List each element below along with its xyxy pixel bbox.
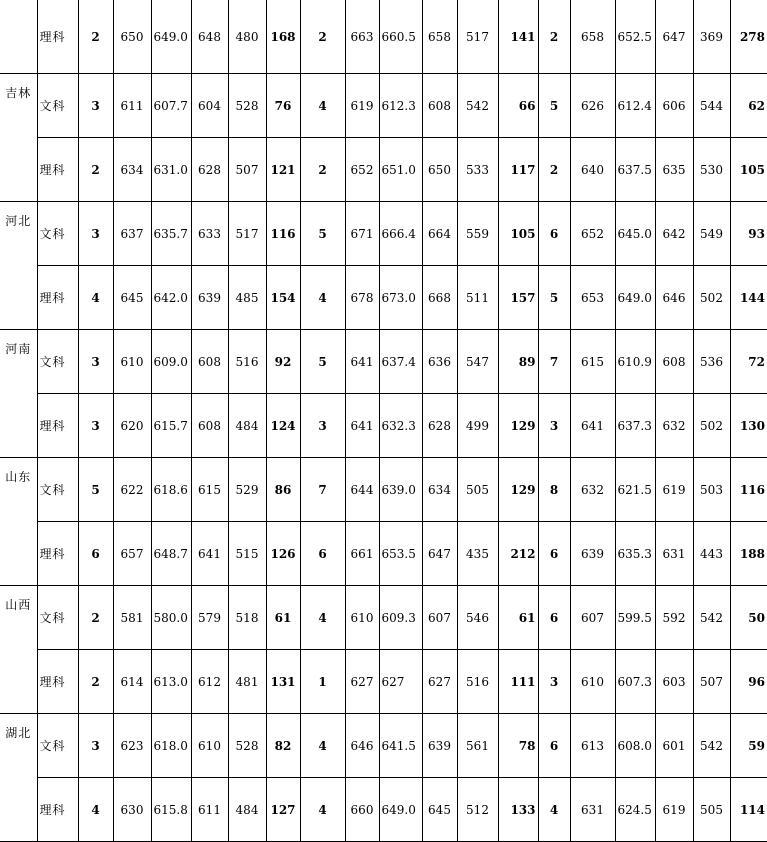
max-cell: 632 [570,458,615,522]
count-cell: 7 [538,330,570,394]
min-cell: 633 [191,202,228,266]
diff-cell: 89 [498,330,538,394]
diff-cell: 86 [266,458,300,522]
max-cell: 658 [570,0,615,74]
max-cell: 627 [345,650,379,714]
count-cell: 5 [538,266,570,330]
diff-cell: 82 [266,714,300,778]
table-row [0,74,767,138]
max-cell: 610 [345,586,379,650]
max-cell: 613 [570,714,615,778]
line-cell: 549 [693,202,730,266]
track-cell: 文科 [37,330,78,394]
min-cell: 632 [655,394,693,458]
track-cell: 理科 [37,394,78,458]
line-cell: 511 [457,266,498,330]
count-cell: 3 [78,714,113,778]
track-cell: 理科 [37,138,78,202]
avg-cell: 612.4 [615,74,655,138]
count-cell: 2 [538,0,570,74]
province-cell: 山东 [0,458,37,586]
min-cell: 635 [655,138,693,202]
diff-cell: 116 [266,202,300,266]
diff-cell: 61 [498,586,538,650]
max-cell: 614 [113,650,151,714]
max-cell: 620 [113,394,151,458]
avg-cell: 627 [379,650,422,714]
avg-cell: 648.7 [151,522,191,586]
track-cell: 理科 [37,778,78,842]
line-cell: 517 [228,202,266,266]
line-cell: 536 [693,330,730,394]
avg-cell: 649.0 [615,266,655,330]
min-cell: 641 [191,522,228,586]
min-cell: 607 [422,586,457,650]
line-cell: 516 [457,650,498,714]
diff-cell: 157 [498,266,538,330]
max-cell: 671 [345,202,379,266]
min-cell: 612 [191,650,228,714]
line-cell: 505 [693,778,730,842]
diff-cell: 212 [498,522,538,586]
diff-cell: 61 [266,586,300,650]
min-cell: 606 [655,74,693,138]
diff-cell: 78 [498,714,538,778]
count-cell: 7 [300,458,345,522]
line-cell: 502 [693,394,730,458]
min-cell: 579 [191,586,228,650]
line-cell: 542 [457,74,498,138]
line-cell: 443 [693,522,730,586]
line-cell: 515 [228,522,266,586]
max-cell: 639 [570,522,615,586]
diff-cell: 121 [266,138,300,202]
count-cell: 3 [78,394,113,458]
track-cell: 文科 [37,714,78,778]
diff-cell: 131 [266,650,300,714]
max-cell: 646 [345,714,379,778]
diff-cell: 278 [730,0,767,74]
max-cell: 640 [570,138,615,202]
table-row [0,330,767,394]
avg-cell: 637.4 [379,330,422,394]
max-cell: 619 [345,74,379,138]
min-cell: 639 [422,714,457,778]
avg-cell: 641.5 [379,714,422,778]
max-cell: 607 [570,586,615,650]
max-cell: 663 [345,0,379,74]
count-cell: 2 [78,650,113,714]
avg-cell: 651.0 [379,138,422,202]
min-cell: 647 [422,522,457,586]
line-cell: 499 [457,394,498,458]
line-cell: 484 [228,394,266,458]
line-cell: 505 [457,458,498,522]
line-cell: 518 [228,586,266,650]
table-row [0,266,767,330]
count-cell: 5 [538,74,570,138]
table-row [0,714,767,778]
line-cell: 517 [457,0,498,74]
count-cell: 4 [300,586,345,650]
table-row [0,202,767,266]
min-cell: 604 [191,74,228,138]
count-cell: 6 [538,202,570,266]
line-cell: 435 [457,522,498,586]
min-cell: 668 [422,266,457,330]
max-cell: 610 [113,330,151,394]
province-cell: 河北 [0,202,37,330]
count-cell: 4 [78,266,113,330]
max-cell: 657 [113,522,151,586]
avg-cell: 666.4 [379,202,422,266]
avg-cell: 621.5 [615,458,655,522]
max-cell: 650 [113,0,151,74]
max-cell: 641 [570,394,615,458]
avg-cell: 613.0 [151,650,191,714]
max-cell: 641 [345,394,379,458]
avg-cell: 637.3 [615,394,655,458]
line-cell: 528 [228,714,266,778]
table-row [0,138,767,202]
count-cell: 8 [538,458,570,522]
diff-cell: 66 [498,74,538,138]
count-cell: 3 [538,650,570,714]
track-cell: 理科 [37,650,78,714]
max-cell: 611 [113,74,151,138]
max-cell: 652 [570,202,615,266]
diff-cell: 105 [498,202,538,266]
province-cell: 河南 [0,330,37,458]
avg-cell: 618.6 [151,458,191,522]
min-cell: 642 [655,202,693,266]
line-cell: 480 [228,0,266,74]
min-cell: 615 [191,458,228,522]
avg-cell: 652.5 [615,0,655,74]
max-cell: 615 [570,330,615,394]
avg-cell: 632.3 [379,394,422,458]
table-row [0,0,767,74]
diff-cell: 117 [498,138,538,202]
count-cell: 6 [538,522,570,586]
diff-cell: 111 [498,650,538,714]
count-cell: 3 [78,74,113,138]
track-cell: 文科 [37,586,78,650]
max-cell: 631 [570,778,615,842]
line-cell: 485 [228,266,266,330]
diff-cell: 127 [266,778,300,842]
max-cell: 678 [345,266,379,330]
line-cell: 561 [457,714,498,778]
count-cell: 2 [78,0,113,74]
avg-cell: 618.0 [151,714,191,778]
line-cell: 528 [228,74,266,138]
avg-cell: 610.9 [615,330,655,394]
max-cell: 637 [113,202,151,266]
diff-cell: 93 [730,202,767,266]
diff-cell: 154 [266,266,300,330]
max-cell: 610 [570,650,615,714]
count-cell: 4 [300,778,345,842]
line-cell: 533 [457,138,498,202]
min-cell: 592 [655,586,693,650]
avg-cell: 635.7 [151,202,191,266]
count-cell: 3 [538,394,570,458]
diff-cell: 62 [730,74,767,138]
avg-cell: 599.5 [615,586,655,650]
count-cell: 2 [300,138,345,202]
diff-cell: 141 [498,0,538,74]
count-cell: 4 [78,778,113,842]
min-cell: 647 [655,0,693,74]
avg-cell: 615.8 [151,778,191,842]
table-row [0,778,767,842]
count-cell: 4 [538,778,570,842]
avg-cell: 607.7 [151,74,191,138]
table-row [0,586,767,650]
avg-cell: 608.0 [615,714,655,778]
min-cell: 608 [191,330,228,394]
line-cell: 547 [457,330,498,394]
line-cell: 530 [693,138,730,202]
avg-cell: 612.3 [379,74,422,138]
min-cell: 608 [191,394,228,458]
diff-cell: 124 [266,394,300,458]
line-cell: 507 [693,650,730,714]
line-cell: 542 [693,714,730,778]
diff-cell: 92 [266,330,300,394]
avg-cell: 642.0 [151,266,191,330]
diff-cell: 72 [730,330,767,394]
track-cell: 文科 [37,202,78,266]
min-cell: 631 [655,522,693,586]
diff-cell: 126 [266,522,300,586]
max-cell: 623 [113,714,151,778]
line-cell: 529 [228,458,266,522]
avg-cell: 635.3 [615,522,655,586]
diff-cell: 130 [730,394,767,458]
count-cell: 2 [300,0,345,74]
min-cell: 619 [655,458,693,522]
min-cell: 627 [422,650,457,714]
min-cell: 634 [422,458,457,522]
avg-cell: 673.0 [379,266,422,330]
table-row [0,650,767,714]
table-row [0,458,767,522]
diff-cell: 96 [730,650,767,714]
count-cell: 6 [538,586,570,650]
min-cell: 648 [191,0,228,74]
count-cell: 3 [78,202,113,266]
avg-cell: 645.0 [615,202,655,266]
count-cell: 6 [300,522,345,586]
line-cell: 542 [693,586,730,650]
avg-cell: 649.0 [379,778,422,842]
min-cell: 601 [655,714,693,778]
diff-cell: 105 [730,138,767,202]
diff-cell: 168 [266,0,300,74]
track-cell: 理科 [37,522,78,586]
province-cell: 湖北 [0,714,37,842]
max-cell: 634 [113,138,151,202]
line-cell: 369 [693,0,730,74]
avg-cell: 639.0 [379,458,422,522]
line-cell: 481 [228,650,266,714]
diff-cell: 116 [730,458,767,522]
count-cell: 1 [300,650,345,714]
line-cell: 507 [228,138,266,202]
diff-cell: 76 [266,74,300,138]
count-cell: 6 [78,522,113,586]
track-cell: 文科 [37,74,78,138]
line-cell: 516 [228,330,266,394]
avg-cell: 631.0 [151,138,191,202]
min-cell: 639 [191,266,228,330]
avg-cell: 637.5 [615,138,655,202]
count-cell: 5 [78,458,113,522]
max-cell: 626 [570,74,615,138]
count-cell: 4 [300,266,345,330]
count-cell: 2 [78,138,113,202]
line-cell: 484 [228,778,266,842]
min-cell: 610 [191,714,228,778]
min-cell: 608 [655,330,693,394]
province-cell [0,0,37,74]
line-cell: 559 [457,202,498,266]
max-cell: 653 [570,266,615,330]
diff-cell: 129 [498,458,538,522]
diff-cell: 188 [730,522,767,586]
max-cell: 661 [345,522,379,586]
diff-cell: 114 [730,778,767,842]
avg-cell: 607.3 [615,650,655,714]
min-cell: 646 [655,266,693,330]
min-cell: 636 [422,330,457,394]
line-cell: 512 [457,778,498,842]
min-cell: 611 [191,778,228,842]
avg-cell: 615.7 [151,394,191,458]
diff-cell: 133 [498,778,538,842]
count-cell: 2 [78,586,113,650]
min-cell: 628 [422,394,457,458]
max-cell: 581 [113,586,151,650]
max-cell: 652 [345,138,379,202]
count-cell: 5 [300,330,345,394]
count-cell: 3 [78,330,113,394]
count-cell: 2 [538,138,570,202]
diff-cell: 59 [730,714,767,778]
max-cell: 644 [345,458,379,522]
avg-cell: 609.3 [379,586,422,650]
min-cell: 664 [422,202,457,266]
count-cell: 3 [300,394,345,458]
count-cell: 5 [300,202,345,266]
track-cell: 理科 [37,266,78,330]
table-row [0,522,767,586]
max-cell: 660 [345,778,379,842]
line-cell: 546 [457,586,498,650]
count-cell: 4 [300,74,345,138]
line-cell: 502 [693,266,730,330]
diff-cell: 144 [730,266,767,330]
min-cell: 608 [422,74,457,138]
province-cell: 山西 [0,586,37,714]
min-cell: 628 [191,138,228,202]
diff-cell: 50 [730,586,767,650]
province-cell: 吉林 [0,74,37,202]
min-cell: 650 [422,138,457,202]
max-cell: 622 [113,458,151,522]
count-cell: 6 [538,714,570,778]
min-cell: 658 [422,0,457,74]
min-cell: 603 [655,650,693,714]
max-cell: 641 [345,330,379,394]
min-cell: 645 [422,778,457,842]
max-cell: 630 [113,778,151,842]
table-row [0,394,767,458]
diff-cell: 129 [498,394,538,458]
avg-cell: 649.0 [151,0,191,74]
count-cell: 4 [300,714,345,778]
line-cell: 544 [693,74,730,138]
max-cell: 645 [113,266,151,330]
avg-cell: 580.0 [151,586,191,650]
avg-cell: 653.5 [379,522,422,586]
min-cell: 619 [655,778,693,842]
track-cell: 文科 [37,458,78,522]
track-cell: 理科 [37,0,78,74]
avg-cell: 609.0 [151,330,191,394]
line-cell: 503 [693,458,730,522]
avg-cell: 660.5 [379,0,422,74]
avg-cell: 624.5 [615,778,655,842]
